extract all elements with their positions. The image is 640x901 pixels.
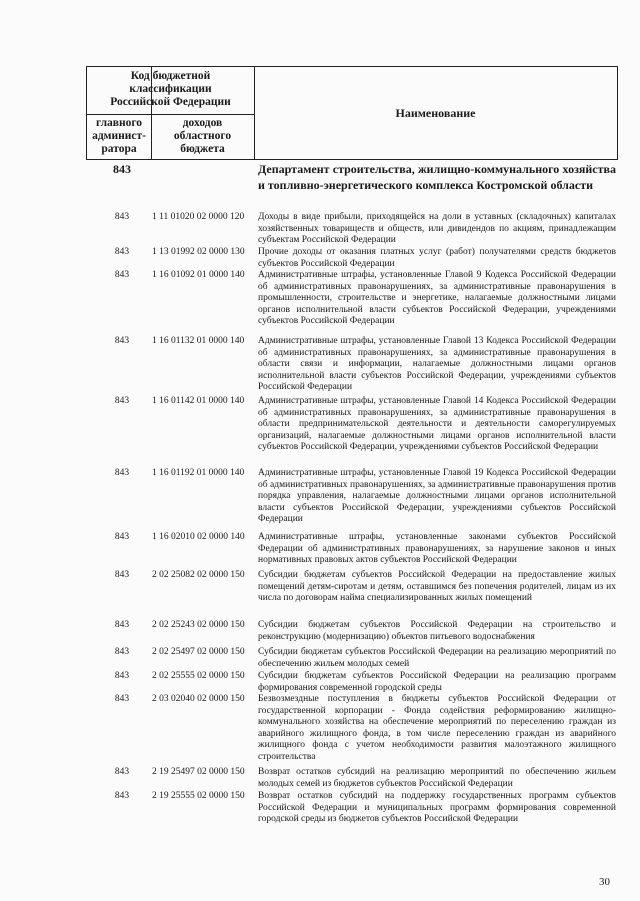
income-code: 1 16 01092 01 0000 140 bbox=[152, 270, 245, 280]
income-name: Возврат остатков субсидий на поддержку государственных программ субъектов Российской Федерации и муниципальных программ формирования современной городской среды из бюджетов субъектов Российской Федерации bbox=[258, 791, 616, 825]
income-code: 2 19 25555 02 0000 150 bbox=[152, 791, 245, 801]
page-number: 30 bbox=[599, 876, 610, 888]
income-name: Субсидии бюджетам субъектов Российской Федерации на предоставление жилых помещений детям-сиротам и детям, оставшимся без попечения родителей, лицам из их числа по договорам найма специализированных жилых помещений bbox=[258, 570, 616, 604]
income-name: Субсидии бюджетам субъектов Российской Федерации на реализацию мероприятий по обеспечению жильем молодых семей bbox=[258, 647, 616, 669]
income-name: Прочие доходы от оказания платных услуг (работ) получателями средств бюджетов субъектов Российской Федерации bbox=[258, 247, 616, 269]
income-name: Административные штрафы, установленные Главой 13 Кодекса Российской Федерации об административных правонарушениях, за административные правонарушения в области связи и информации, налагаемые должностными лицами органов исполнительной власти субъектов Российской Федерации, учреждениями субъектов Российской Федерации bbox=[258, 336, 616, 393]
income-code: 1 16 02010 02 0000 140 bbox=[152, 532, 245, 542]
income-name: Безвозмездные поступления в бюджеты субъектов Российской Федерации от государственной корпорации - Фонда содействия реформированию жилищно-коммунального хозяйства на обеспечение мероприятий по переселению граждан из аварийного жилищного фонда, в том числе переселению граждан из аварийного жилищного фонда с учетом необходимости развития малоэтажного жилищного строительства bbox=[258, 694, 616, 762]
header-name-column: Наименование bbox=[395, 106, 476, 120]
department-admin-code: 843 bbox=[113, 162, 131, 176]
header-admin-column: главного админист- ратора bbox=[92, 117, 146, 155]
table-header bbox=[86, 66, 618, 160]
income-name: Субсидии бюджетам субъектов Российской Федерации на строительство и реконструкцию (модернизацию) объектов питьевого водоснабжения bbox=[258, 620, 616, 642]
admin-code: 843 bbox=[114, 570, 130, 580]
income-name: Административные штрафы, установленные законами субъектов Российской Федерации об административных правонарушениях, за нарушение законов и иных нормативных правовых актов субъектов Российской Федерации bbox=[258, 532, 616, 566]
income-code: 1 16 01192 01 0000 140 bbox=[152, 468, 245, 478]
header-budget-code-group: Код бюджетной классификации Российской Федерации bbox=[110, 70, 231, 108]
income-name: Субсидии бюджетам субъектов Российской Федерации на реализацию программ формирования современной городской среды bbox=[258, 671, 616, 693]
admin-code: 843 bbox=[114, 767, 130, 777]
income-code: 2 19 25497 02 0000 150 bbox=[152, 767, 245, 777]
admin-code: 843 bbox=[114, 336, 130, 346]
admin-code: 843 bbox=[114, 694, 130, 704]
income-code: 1 16 01142 01 0000 140 bbox=[152, 396, 245, 406]
admin-code: 843 bbox=[114, 620, 130, 630]
income-name: Административные штрафы, установленные Главой 9 Кодекса Российской Федерации об административных правонарушениях, за административные правонарушения в промышленности, строительстве и энергетике, налагаемые должностными лицами органов исполнительной власти субъектов Российской Федерации, учреждениями субъектов Российской Федерации bbox=[258, 270, 616, 327]
header-divider bbox=[87, 114, 254, 115]
income-code: 2 02 25082 02 0000 150 bbox=[152, 570, 245, 580]
income-code: 1 11 01020 02 0000 120 bbox=[152, 212, 245, 222]
admin-code: 843 bbox=[114, 791, 130, 801]
admin-code: 843 bbox=[114, 396, 130, 406]
income-code: 2 03 02040 02 0000 150 bbox=[152, 694, 245, 704]
income-name: Возврат остатков субсидий на реализацию мероприятий по обеспечению жильем молодых семей из бюджетов субъектов Российской Федерации bbox=[258, 767, 616, 789]
admin-code: 843 bbox=[114, 270, 130, 280]
admin-code: 843 bbox=[114, 532, 130, 542]
income-code: 2 02 25555 02 0000 150 bbox=[152, 671, 245, 681]
admin-code: 843 bbox=[114, 247, 130, 257]
income-name: Административные штрафы, установленные Главой 19 Кодекса Российской Федерации об административных правонарушениях, за административные правонарушения против порядка управления, налагаемые должностными лицами органов исполнительной власти субъектов Российской Федерации, учреждениями субъектов Российской Федерации bbox=[258, 468, 616, 525]
income-code: 2 02 25243 02 0000 150 bbox=[152, 620, 245, 630]
income-code: 1 13 01992 02 0000 130 bbox=[152, 247, 245, 257]
income-name: Административные штрафы, установленные Главой 14 Кодекса Российской Федерации об административных правонарушениях, за административные правонарушения в области предпринимательской деятельности и деятельности саморегулируемых организаций, налагаемые должностными лицами органов исполнительной власти субъектов Российской Федерации, учреждениями субъектов Российской Федерации bbox=[258, 396, 616, 453]
income-code: 2 02 25497 02 0000 150 bbox=[152, 647, 245, 657]
income-code: 1 16 01132 01 0000 140 bbox=[152, 336, 245, 346]
header-income-column: доходов областного бюджета bbox=[173, 117, 232, 155]
income-name: Доходы в виде прибыли, приходящейся на доли в уставных (складочных) капиталах хозяйственных товариществ и обществ, или дивидендов по акциям, принадлежащим субъектам Российской Федерации bbox=[258, 212, 616, 246]
admin-code: 843 bbox=[114, 468, 130, 478]
department-name: Департамент строительства, жилищно-коммунального хозяйства и топливно-энергетического комплекса Костромской области bbox=[258, 162, 616, 192]
admin-code: 843 bbox=[114, 212, 130, 222]
admin-code: 843 bbox=[114, 671, 130, 681]
admin-code: 843 bbox=[114, 647, 130, 657]
